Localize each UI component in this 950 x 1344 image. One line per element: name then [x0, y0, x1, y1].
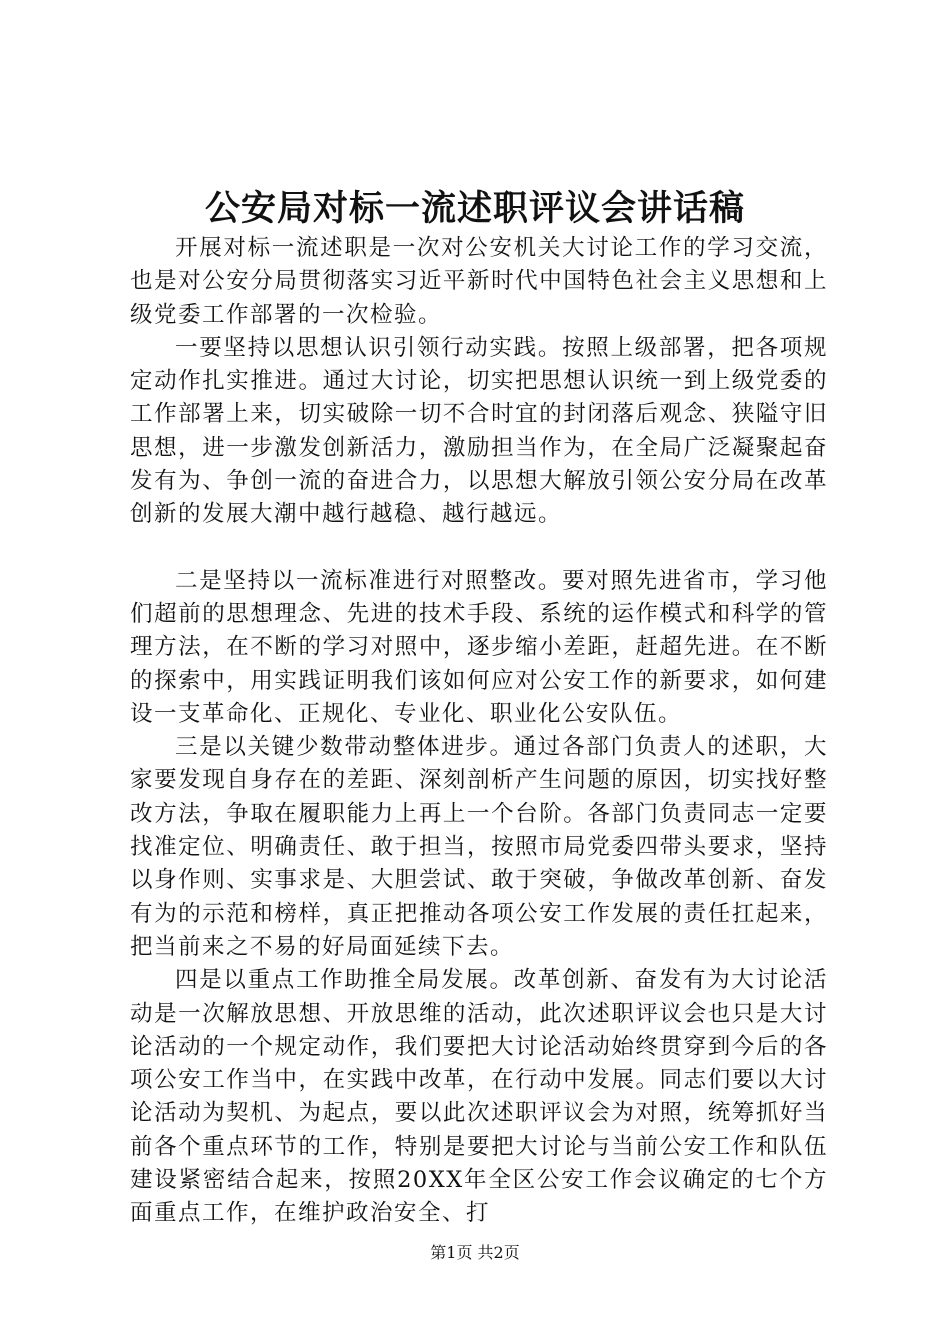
paragraph-intro: 开展对标一流述职是一次对公安机关大讨论工作的学习交流，也是对公安分局贯彻落实习近平新时代中国特色社会主义思想和上级党委工作部署的一次检验。 — [130, 235, 828, 328]
paragraph-point-three: 三是以关键少数带动整体进步。通过各部门负责人的述职，大家要发现自身存在的差距、深刻剖析产生问题的原因，切实找好整改方法，争取在履职能力上再上一个台阶。各部门负责同志一定要找准定位、明确责任、敢于担当，按照市局党委四带头要求，坚持以身作则、实事求是、大胆尝试、敢于突破，争做改革创新、奋发有为的示范和榜样，真正把推动各项公安工作发展的责任扛起来，把当前来之不易的好局面延续下去。 — [130, 734, 828, 960]
document-title: 公安局对标一流述职评议会讲话稿 — [204, 188, 745, 229]
paragraph-point-four: 四是以重点工作助推全局发展。改革创新、奋发有为大讨论活动是一次解放思想、开放思维的活动，此次述职评议会也只是大讨论活动的一个规定动作，我们要把大讨论活动始终贯穿到今后的各项公安工作当中，在实践中改革，在行动中发展。同志们要以大讨论活动为契机、为起点，要以此次述职评议会为对照，统筹抓好当前各个重点环节的工作，特别是要把大讨论与当前公安工作和队伍建设紧密结合起来，按照20XX年全区公安工作会议确定的七个方面重点工作，在维护政治安全、打 — [130, 967, 828, 1227]
document-body — [130, 232, 828, 1231]
paragraph-point-two: 二是坚持以一流标准进行对照整改。要对照先进省市，学习他们超前的思想理念、先进的技术手段、系统的运作模式和科学的管理方法，在不断的学习对照中，逐步缩小差距，赶超先进。在不断的探索中，用实践证明我们该如何应对公安工作的新要求，如何建设一支革命化、正规化、专业化、职业化公安队伍。 — [130, 567, 828, 727]
page-number-footer: 第1页 共2页 — [430, 1243, 520, 1262]
paragraph-point-one: 一要坚持以思想认识引领行动实践。按照上级部署，把各项规定动作扎实推进。通过大讨论，切实把思想认识统一到上级党委的工作部署上来，切实破除一切不合时宜的封闭落后观念、狭隘守旧思想，进一步激发创新活力，激励担当作为，在全局广泛凝聚起奋发有为、争创一流的奋进合力，以思想大解放引领公安分局在改革创新的发展大潮中越行越稳、越行越远。 — [130, 334, 828, 528]
